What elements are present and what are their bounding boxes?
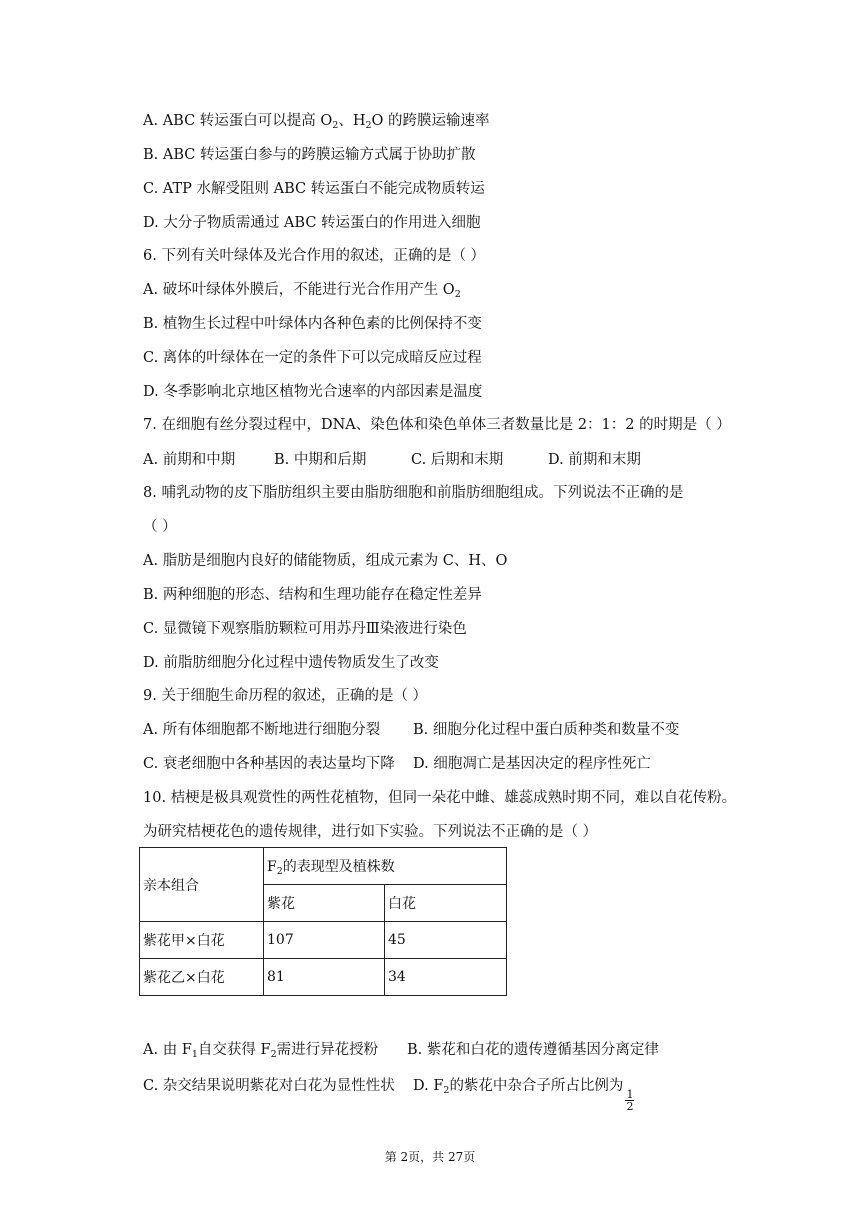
q10-option-c: C. 杂交结果说明紫花对白花为显性性状 <box>143 1078 395 1094</box>
q9-option-c: C. 衰老细胞中各种基因的表达量均下降 <box>143 756 395 772</box>
q8-option-b: B. 两种细胞的形态、结构和生理功能存在稳定性差异 <box>143 587 482 603</box>
q6-stem: 6. 下列有关叶绿体及光合作用的叙述，正确的是（ ） <box>143 248 486 264</box>
q10-option-b: B. 紫花和白花的遗传遵循基因分离定律 <box>407 1042 659 1058</box>
q8-option-c: C. 显微镜下观察脂肪颗粒可用苏丹Ⅲ染液进行染色 <box>143 621 467 637</box>
q7-stem: 7. 在细胞有丝分裂过程中，DNA、染色体和染色单体三者数量比是 2：1：2 的时期是（ ） <box>143 417 731 433</box>
cell-cross: 紫花乙×白花 <box>140 959 264 996</box>
table-row <box>140 959 507 996</box>
q5-option-b: B. ABC 转运蛋白参与的跨膜运输方式属于协助扩散 <box>143 147 476 163</box>
q7-option-a: A. 前期和中期 <box>143 452 236 468</box>
q5-option-d: D. 大分子物质需通过 ABC 转运蛋白的作用进入细胞 <box>143 215 481 231</box>
q8-stem: 8. 哺乳动物的皮下脂肪组织主要由脂肪细胞和前脂肪细胞组成。下列说法不正确的是 <box>143 485 684 501</box>
fraction-one-half: $\frac{1}{2}$ <box>626 1088 634 1113</box>
q7-option-b: B. 中期和后期 <box>274 452 367 468</box>
q7-options <box>143 450 641 470</box>
q9-options-row2 <box>143 754 651 774</box>
cell-cross: 紫花甲×白花 <box>140 922 264 959</box>
cell-white: 34 <box>385 959 507 996</box>
col-header-cross: 亲本组合 <box>140 848 264 922</box>
cell-purple: 81 <box>264 959 385 996</box>
q9-stem: 9. 关于细胞生命历程的叙述，正确的是（ ） <box>143 688 428 704</box>
q9-option-d: D. 细胞凋亡是基因决定的程序性死亡 <box>413 756 651 772</box>
cross-results-table <box>139 847 507 996</box>
q5-option-a: A. ABC 转运蛋白可以提高 $O_2$、$H_2O$ 的跨膜运输速率 <box>143 113 490 131</box>
q9-option-a: A. 所有体细胞都不断地进行细胞分裂 <box>143 722 381 738</box>
q10-option-a: A. 由 $F_1$自交获得 $F_2$需进行异花授粉 <box>143 1042 379 1060</box>
q8-stem-cont: （ ） <box>143 519 177 535</box>
sub-header-white: 白花 <box>385 885 507 922</box>
q10-options-row1 <box>143 1040 659 1060</box>
q6-option-d: D. 冬季影响北京地区植物光合速率的内部因素是温度 <box>143 384 483 400</box>
q8-option-a: A. 脂肪是细胞内良好的储能物质，组成元素为 C、H、O <box>143 553 508 569</box>
q10-stem: 10. 桔梗是极具观赏性的两性花植物，但同一朵花中雌、雄蕊成熟时期不同，难以自花传粉。 <box>143 790 737 806</box>
q6-option-c: C. 离体的叶绿体在一定的条件下可以完成暗反应过程 <box>143 350 482 366</box>
cell-white: 45 <box>385 922 507 959</box>
q8-option-d: D. 前脂肪细胞分化过程中遗传物质发生了改变 <box>143 655 439 671</box>
q10-options-row2 <box>143 1076 634 1112</box>
page-footer: 第 2页，共 27页 <box>384 1150 476 1164</box>
group-header-f2: $F_2$的表现型及植株数 <box>264 848 507 885</box>
cell-purple: 107 <box>264 922 385 959</box>
q7-option-d: D. 前期和末期 <box>548 452 641 468</box>
q5-option-c: C. ATP 水解受阻则 ABC 转运蛋白不能完成物质转运 <box>143 181 485 197</box>
sub-header-purple: 紫花 <box>264 885 385 922</box>
q10-stem-cont: 为研究桔梗花色的遗传规律，进行如下实验。下列说法不正确的是（ ） <box>143 824 598 840</box>
table-row <box>140 922 507 959</box>
q6-option-a: A. 破坏叶绿体外膜后，不能进行光合作用产生 $O_2$ <box>143 282 461 300</box>
q7-option-c: C. 后期和末期 <box>411 452 504 468</box>
q9-options-row1 <box>143 720 679 740</box>
q6-option-b: B. 植物生长过程中叶绿体内各种色素的比例保持不变 <box>143 316 482 332</box>
q10-option-d: D. $F_2$的紫花中杂合子所占比例为 $\frac{1}{2}$ <box>413 1078 634 1113</box>
q9-option-b: B. 细胞分化过程中蛋白质种类和数量不变 <box>413 722 680 738</box>
